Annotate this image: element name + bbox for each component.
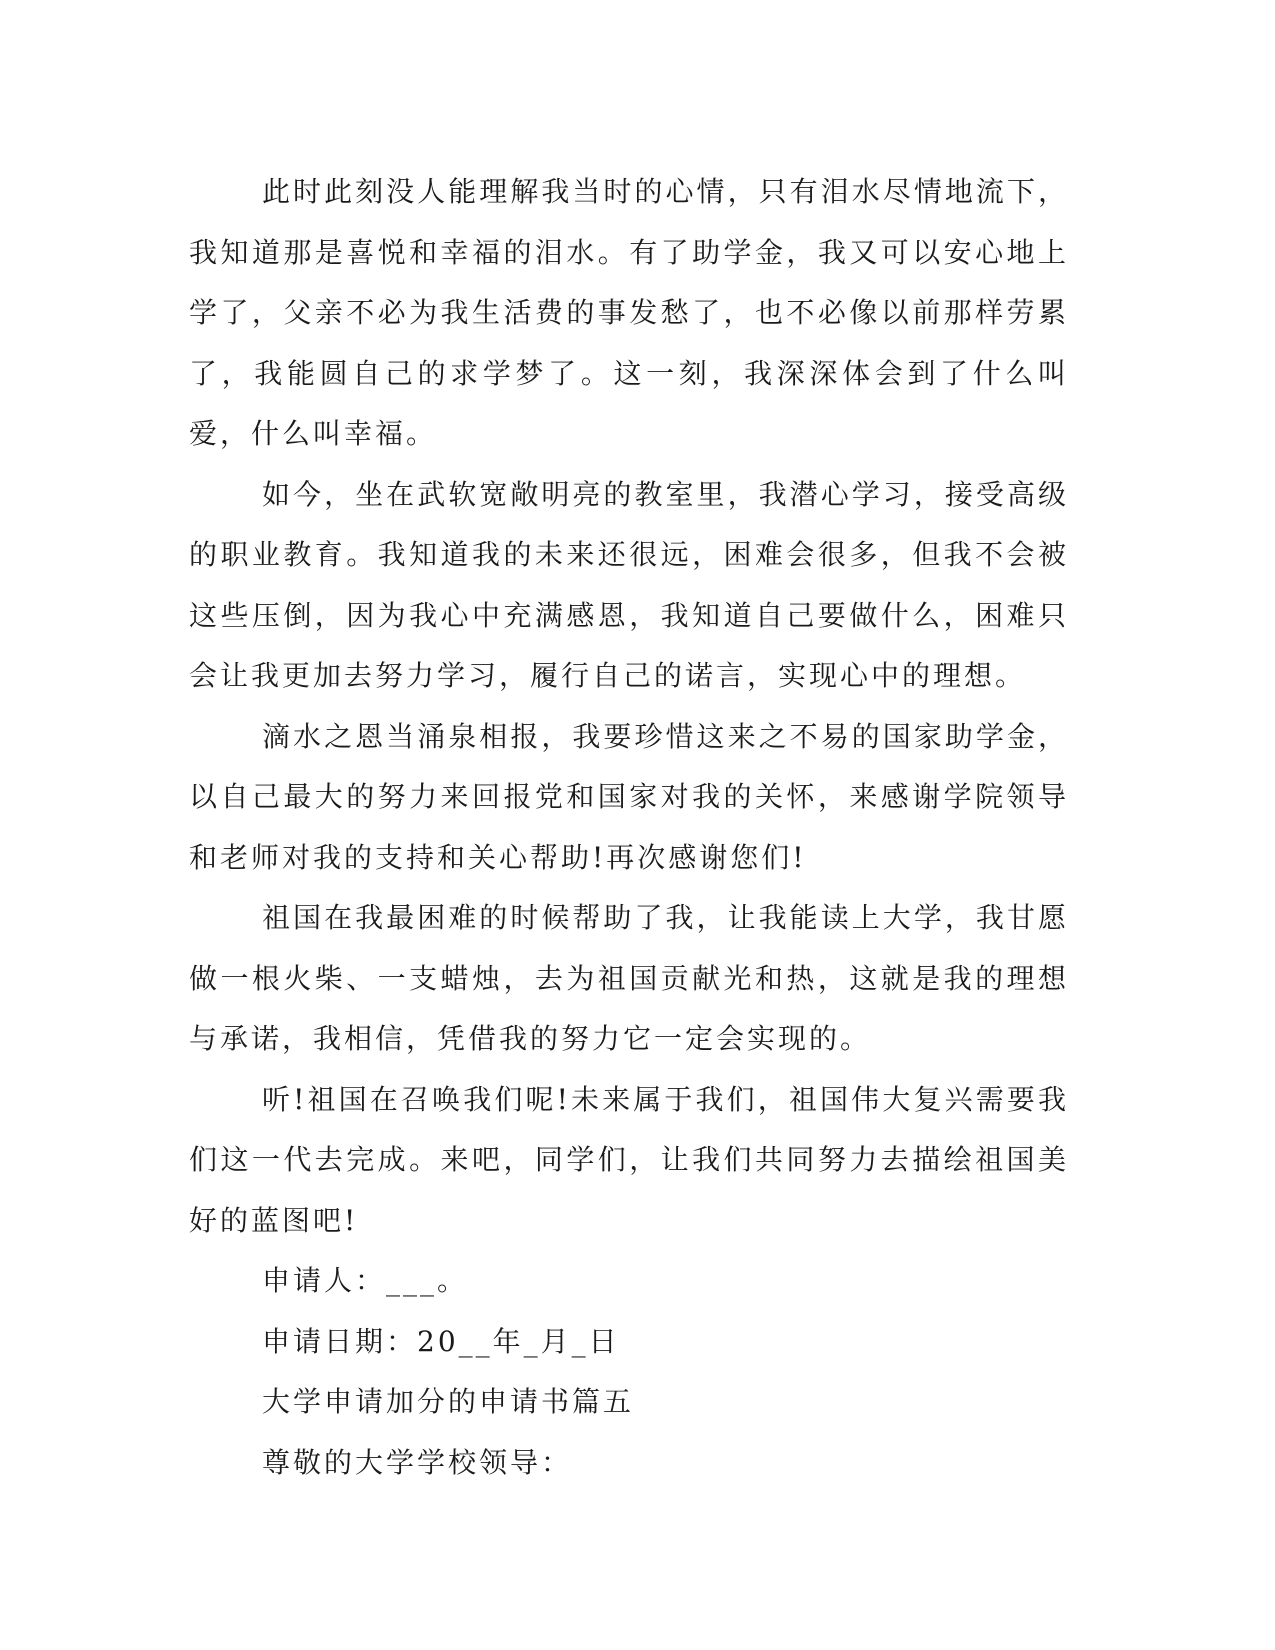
paragraph-gratitude-tears: 此时此刻没人能理解我当时的心情，只有泪水尽情地流下，我知道那是喜悦和幸福的泪水。有了助学金，我又可以安心地上学了，父亲不必为我生活费的事发愁了，也不必像以前那样劳累了，我能圆自己的求学梦了。这一刻，我深深体会到了什么叫爱，什么叫幸福。 <box>189 175 1069 450</box>
salutation: 尊敬的大学学校领导： <box>262 1445 573 1479</box>
paragraph-repay-kindness: 滴水之恩当涌泉相报，我要珍惜这来之不易的国家助学金，以自己最大的努力来回报党和国家对我的关怀，来感谢学院领导和老师对我的支持和关心帮助!再次感谢您们! <box>189 719 1069 874</box>
applicant-line: 申请人：___。 <box>262 1264 469 1297</box>
document-body <box>189 162 1069 1493</box>
paragraph-motherland-help: 祖国在我最困难的时候帮助了我，让我能读上大学，我甘愿做一根火柴、一支蜡烛，去为祖国贡献光和热，这就是我的理想与承诺，我相信，凭借我的努力它一定会实现的。 <box>189 901 1069 1055</box>
paragraph-call-to-action: 听!祖国在召唤我们呢!未来属于我们，祖国伟大复兴需要我们这一代去完成。来吧，同学们，让我们共同努力去描绘祖国美好的蓝图吧! <box>189 1082 1069 1237</box>
section-title: 大学申请加分的申请书篇五 <box>262 1385 635 1418</box>
paragraph-studying-now: 如今，坐在武软宽敞明亮的教室里，我潜心学习，接受高级的职业教育。我知道我的未来还很远，困难会很多，但我不会被这些压倒，因为我心中充满感恩，我知道自己要做什么，困难只会让我更加去努力学习，履行自己的诺言，实现心中的理想。 <box>189 477 1069 692</box>
date-line: 申请日期：20__年_月_日 <box>262 1324 620 1358</box>
